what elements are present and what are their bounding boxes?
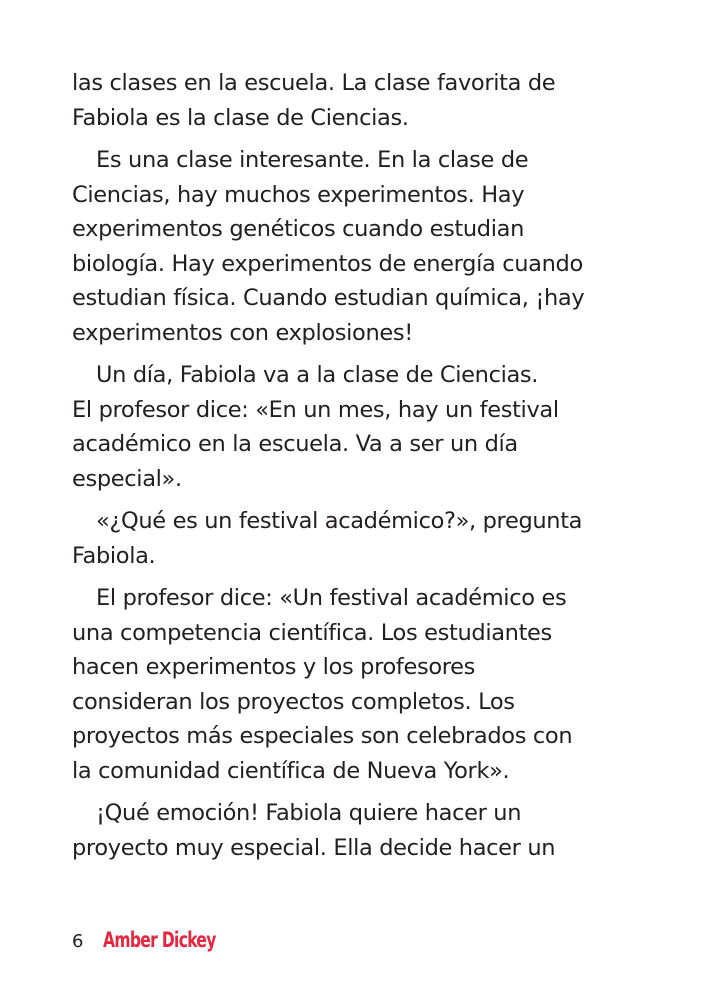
paragraph-3: [72, 358, 652, 496]
text-line: Es una clase interesante. En la clase de: [96, 147, 529, 173]
text-line: experimentos genéticos cuando estudian: [72, 216, 524, 242]
text-line: estudian física. Cuando estudian química, ¡hay: [72, 285, 585, 311]
text-line: una competencia científica. Los estudiantes: [72, 619, 552, 646]
text-line: las clases en la escuela. La clase favorita de: [72, 70, 556, 96]
text-line: la comunidad científica de Nueva York».: [72, 757, 510, 784]
text-line: Un día, Fabiola va a la clase de Ciencias.: [96, 362, 539, 388]
text-line: ¡Qué emoción! Fabiola quiere hacer un: [96, 800, 522, 826]
page-number: 6: [72, 931, 84, 952]
text-line: El profesor dice: «En un mes, hay un festival: [72, 396, 559, 423]
text-line: Fabiola.: [72, 542, 156, 569]
text-line: biología. Hay experimentos de energía cuando: [72, 250, 583, 277]
text-line: proyecto muy especial. Ella decide hacer un: [72, 834, 556, 861]
text-line: especial».: [72, 465, 182, 492]
paragraph-5: [72, 581, 652, 788]
paragraph-6: [72, 796, 652, 865]
paragraph-1: [72, 66, 652, 135]
paragraph-2: [72, 143, 652, 350]
text-line: Fabiola es la clase de Ciencias.: [72, 104, 409, 131]
text-line: «¿Qué es un festival académico?», pregunta: [96, 508, 583, 534]
page-body-text: [72, 66, 652, 873]
paragraph-4: [72, 504, 652, 573]
text-line: Ciencias, hay muchos experimentos. Hay: [72, 181, 525, 208]
text-line: proyectos más especiales son celebrados con: [72, 723, 573, 749]
text-line: consideran los proyectos completos. Los: [72, 688, 515, 715]
text-line: El profesor dice: «Un festival académico es: [96, 585, 567, 611]
text-line: experimentos con explosiones!: [72, 319, 413, 346]
text-line: académico en la escuela. Va a ser un día: [72, 431, 518, 457]
page-footer: [72, 928, 241, 952]
text-line: hacen experimentos y los profesores: [72, 654, 476, 680]
author-name: Amber Dickey: [103, 928, 217, 952]
